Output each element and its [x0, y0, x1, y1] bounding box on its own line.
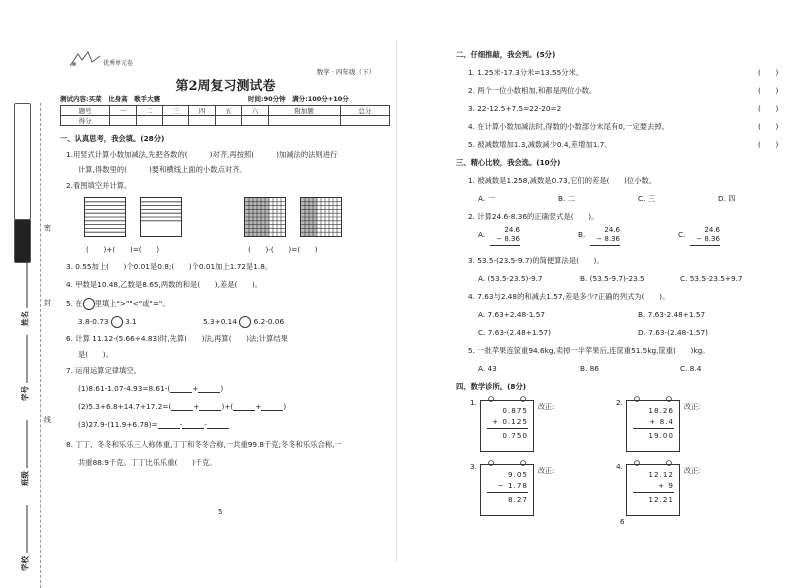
decimal-grid-image [84, 197, 126, 237]
card-value: 9 [668, 481, 674, 490]
decimal-grid-image [140, 197, 182, 237]
score-row-label: 得分 [61, 116, 110, 126]
score-row [61, 116, 390, 126]
right-content [458, 50, 788, 560]
score-header-cell: 总分 [340, 106, 389, 116]
card-rule [633, 428, 674, 429]
q5-expr: 3.1 [125, 317, 137, 326]
score-header-cell: 四 [189, 106, 215, 116]
circle-icon [83, 298, 95, 310]
q7-line: 7. 运用运算定律填空。 [66, 366, 141, 375]
card-addend [649, 417, 674, 426]
card-result: 0.750 [502, 431, 528, 440]
decimal-grid-image [300, 197, 342, 237]
card-number: 3. [470, 462, 477, 471]
card-op: + [649, 417, 657, 426]
seal-char: 线 [44, 416, 51, 424]
option-letter: C. [678, 230, 686, 239]
q7-op: + [192, 384, 199, 393]
section2-heading: 二、仔细推敲，我会判。(5分) [456, 50, 556, 59]
score-cell[interactable] [189, 116, 215, 126]
score-table [60, 105, 390, 126]
score-cell[interactable] [242, 116, 268, 126]
number-label: 学号 [20, 386, 30, 401]
q4-line: 4. 甲数是10.48,乙数是8.65,两数的和是( ),差是( )。 [66, 280, 263, 289]
q7-close: ) [220, 384, 224, 393]
choice-q5: 5. 一批苹果连筐重94.6kg,卖掉一半苹果后,连筐重51.5kg,筐重( )kg。 [468, 346, 710, 355]
score-header-row [61, 106, 390, 116]
class-label: 班级 [20, 471, 30, 486]
choice-option[interactable]: B. 二 [558, 194, 575, 203]
card-rule [487, 492, 528, 493]
score-cell[interactable] [163, 116, 189, 126]
school-field[interactable] [20, 505, 31, 571]
number-field[interactable] [20, 335, 31, 401]
correction-label: 改正: [684, 467, 701, 475]
q7-op: - [204, 420, 207, 429]
correction-field[interactable] [684, 466, 700, 476]
correction-field[interactable] [684, 402, 700, 412]
correction-label: 改正: [538, 467, 555, 475]
q3-line: 3. 0.55加上( )个0.01是0.8;( )个0.01加上1.72是1.8。 [66, 262, 273, 271]
q5-text: 5. 在 [66, 299, 83, 308]
judge-paren[interactable]: ( ) [758, 104, 779, 113]
binding-tag-dark [14, 219, 31, 263]
judge-paren[interactable]: ( ) [758, 122, 779, 131]
school-label: 学校 [20, 556, 30, 571]
badge-icon [66, 50, 106, 70]
q8-line2: 共重88.9千克。丁丁比乐乐重( )千克。 [78, 458, 217, 467]
choice-option[interactable]: B. 86 [580, 364, 599, 373]
vert-top: 24.6 [604, 226, 620, 234]
q5-expr: 5.3+0.14 [203, 317, 237, 326]
name-field[interactable] [20, 260, 31, 326]
score-cell[interactable] [110, 116, 136, 126]
vert-rule [490, 245, 520, 246]
q7-item-1 [78, 384, 223, 393]
answer-blank[interactable] [170, 385, 192, 393]
q8-line1: 8. 丁丁、冬冬和乐乐三人称体重,丁丁和冬冬合称,一共重99.8千克;冬冬和乐乐合称,一 [66, 440, 342, 449]
judge-item: 5. 被减数增加1.3,减数减少0.4,差增加1.7。 [468, 140, 612, 149]
section4-heading: 四、数学诊所。(8分) [456, 382, 527, 391]
score-cell[interactable] [268, 116, 340, 126]
vert-rule [590, 245, 620, 246]
ring-binder-icon [633, 460, 673, 466]
vert-top: 24.6 [704, 226, 720, 234]
q6-line1: 6. 计算 11.12-(5.66+4.83)时,先算( )法,再算( )法;计算结果 [66, 334, 288, 343]
card-addend [492, 417, 528, 426]
card-op: + [658, 481, 666, 490]
card-value: 8.4 [659, 417, 674, 426]
choice-option[interactable]: B. (53.5-9.7)-23.5 [580, 274, 645, 283]
q2-fill-sub[interactable]: ( )-( )=( ) [248, 245, 318, 254]
option-letter: B. [578, 230, 586, 239]
choice-option-b[interactable] [578, 226, 620, 243]
score-header-cell: 六 [242, 106, 268, 116]
q6-line2: 是( )。 [78, 350, 113, 359]
choice-option[interactable]: C. 三 [638, 194, 656, 203]
q2-fill-add[interactable]: ( )+( )=( ) [86, 245, 160, 254]
card-rule [487, 428, 528, 429]
section3-heading: 三、精心比较，我会选。(10分) [456, 158, 561, 167]
q7-expr: (3)27.9-(11.9+6.78)= [78, 420, 158, 429]
vert-op: − [596, 235, 603, 243]
q7-op: + [193, 402, 200, 411]
q7-op: )+( [221, 402, 234, 411]
card-addend: 12.12 [648, 470, 674, 479]
q2-num: 2. [66, 181, 73, 190]
right-page [398, 40, 794, 562]
q7-item-3 [78, 420, 229, 429]
card-result: 19.00 [648, 431, 674, 440]
compare-circle[interactable] [239, 316, 251, 328]
vert-op: − [696, 235, 703, 243]
judge-item: 4. 在计算小数加减法时,得数的小数部分末尾有0,一定要去掉。 [468, 122, 669, 131]
card-addend [658, 481, 674, 490]
judge-item: 2. 两个一位小数相加,和都是两位小数。 [468, 86, 597, 95]
choice-option-a[interactable] [478, 226, 520, 243]
vert-rule [690, 245, 720, 246]
q5-expr: 6.2-0.06 [253, 317, 285, 326]
ring-binder-icon [487, 396, 527, 402]
grade-label: 数学 · 四年级（下） [316, 68, 375, 76]
card-minuend: 9.05 [507, 470, 528, 479]
score-cell[interactable] [136, 116, 162, 126]
q1-text-e: )要和横线上面的小数点对齐。 [148, 165, 247, 174]
q7-op: - [179, 420, 183, 429]
ring-binder-icon [633, 396, 673, 402]
correction-field[interactable] [538, 466, 554, 476]
choice-option[interactable]: A. 43 [478, 364, 497, 373]
card-value: 1.78 [507, 481, 528, 490]
q1-text-a: 用竖式计算小数加减法,先把各数的( [72, 150, 188, 159]
choice-q1: 1. 被减数是1.258,减数是0.73,它们的差是( )位小数。 [468, 176, 657, 185]
compare-circle[interactable] [111, 316, 123, 328]
choice-option[interactable]: B. 7.63-2.48+1.57 [638, 310, 706, 319]
score-header-cell: 五 [215, 106, 241, 116]
binding-strip [4, 103, 51, 588]
vert-top: 24.6 [504, 226, 520, 234]
binding-tag [14, 103, 31, 220]
judge-paren[interactable]: ( ) [758, 68, 779, 77]
score-header-cell: 一 [110, 106, 136, 116]
score-header-cell: 附加题 [268, 106, 340, 116]
score-header-cell: 二 [136, 106, 162, 116]
answer-blank[interactable] [199, 403, 221, 411]
answer-blank[interactable] [158, 421, 180, 429]
q7-close: ) [283, 402, 287, 411]
q5-line [66, 298, 170, 310]
vert-bottom: 8.36 [604, 235, 620, 243]
q5-text2: 里填上">""<"或"="。 [94, 299, 170, 308]
unit-label: 优秀单元卷 [103, 60, 134, 67]
vertical-sum [490, 226, 520, 244]
card-result: 12.21 [648, 495, 674, 504]
choice-q3: 3. 53.5-(23.5-9.7)的简便算法是( )。 [468, 256, 604, 265]
choice-option[interactable]: A. 一 [478, 194, 495, 203]
choice-option[interactable]: C. 53.5-23.5+9.7 [680, 274, 743, 283]
card-number: 1. [470, 398, 477, 407]
choice-q2: 2. 计算24.6-8.36的正确竖式是( )。 [468, 212, 599, 221]
correction-label: 改正: [538, 403, 555, 411]
card-value: 0.125 [502, 417, 528, 426]
left-content [58, 40, 393, 562]
judge-paren[interactable]: ( ) [758, 86, 779, 95]
card-op: + [492, 417, 500, 426]
score-cell[interactable] [340, 116, 389, 126]
choice-option[interactable]: A. (53.5-23.5)-9.7 [478, 274, 543, 283]
q5-compare-2 [203, 316, 284, 328]
q5-expr: 3.8-0.73 [78, 317, 109, 326]
ring-binder-icon [487, 460, 527, 466]
q1-line1 [66, 150, 337, 160]
card-op: − [497, 481, 505, 490]
answer-blank[interactable] [233, 403, 255, 411]
page-divider [396, 40, 397, 562]
vertical-sum [690, 226, 720, 244]
vert-bottom: 8.36 [704, 235, 720, 243]
card-addend: 0.875 [502, 406, 528, 415]
class-field[interactable] [20, 420, 31, 486]
q7-expr: (2)5.3+6.8+14.7+17.2=( [78, 402, 172, 411]
q2-text: 看图填空并计算。 [72, 181, 132, 190]
option-letter: A. [478, 230, 486, 239]
card-number: 4. [616, 462, 623, 471]
card-subtrahend [498, 481, 528, 490]
page-title: 第2周复习测试卷 [175, 79, 276, 94]
q5-compare-1 [78, 316, 137, 328]
answer-blank[interactable] [261, 403, 283, 411]
test-content: 测试内容:买菜 比身高 歌手大赛 [60, 95, 161, 103]
section1-heading: 一、认真思考，我会填。(28分) [60, 134, 165, 143]
answer-blank[interactable] [171, 403, 193, 411]
calc-card [480, 400, 534, 452]
decimal-grid-image [244, 197, 286, 237]
card-number: 2. [616, 398, 623, 407]
judge-item: 1. 1.25米-17.3分米=13.55分米。 [468, 68, 584, 77]
choice-option[interactable]: D. 四 [718, 194, 736, 203]
score-header-cell: 题号 [61, 106, 110, 116]
card-rule [633, 492, 674, 493]
name-label: 姓名 [20, 311, 30, 326]
calc-card [626, 464, 680, 516]
correction-field[interactable] [538, 402, 554, 412]
answer-blank[interactable] [198, 385, 220, 393]
vertical-sum [590, 226, 620, 244]
calc-card [626, 400, 680, 452]
q1-text-d: 计算,得数里的( [78, 165, 127, 174]
q7-item-2 [78, 402, 286, 411]
seal-char: 封 [44, 299, 51, 307]
judge-paren[interactable]: ( ) [758, 140, 779, 149]
q1-line2 [78, 165, 247, 175]
answer-blank[interactable] [179, 420, 204, 429]
q7-expr: (1)8.61-1.07-4.93=8.61-( [78, 384, 171, 393]
page-number: 6 [620, 518, 625, 526]
vert-op: − [496, 235, 503, 243]
choice-option[interactable]: C. 7.63-(2.48+1.57) [478, 328, 551, 337]
test-time: 时间:90分钟 满分:100分+10分 [248, 95, 349, 103]
judge-item: 3. 22-12.5+7.5=22-20=2 [468, 104, 562, 113]
score-cell[interactable] [215, 116, 241, 126]
score-header-cell: 三 [163, 106, 189, 116]
q1-text-b: )对齐,再按照( [209, 150, 255, 159]
calc-card [480, 464, 534, 516]
card-addend: 18.26 [648, 406, 674, 415]
q1-num: 1. [66, 150, 73, 159]
choice-option[interactable]: A. 7.63+2.48-1.57 [478, 310, 545, 319]
q7-op: + [255, 402, 262, 411]
choice-option[interactable]: D. 7.63-(2.48-1.57) [638, 328, 708, 337]
vert-bottom: 8.36 [504, 235, 520, 243]
choice-option-c[interactable] [678, 226, 720, 243]
left-page [0, 40, 396, 571]
choice-option[interactable]: C. 8.4 [680, 364, 702, 373]
q2-line [66, 181, 131, 191]
correction-label: 改正: [684, 403, 701, 411]
seal-line [40, 103, 41, 588]
choice-q4: 4. 7.63与2.48的和减去1.57,差是多少?正确的列式为( )。 [468, 292, 670, 301]
page-number: 5 [218, 508, 223, 516]
seal-char: 密 [44, 224, 51, 232]
q1-text-c: )加减法的法则进行 [276, 150, 338, 159]
card-result: 8.27 [507, 495, 528, 504]
answer-blank[interactable] [207, 421, 229, 429]
